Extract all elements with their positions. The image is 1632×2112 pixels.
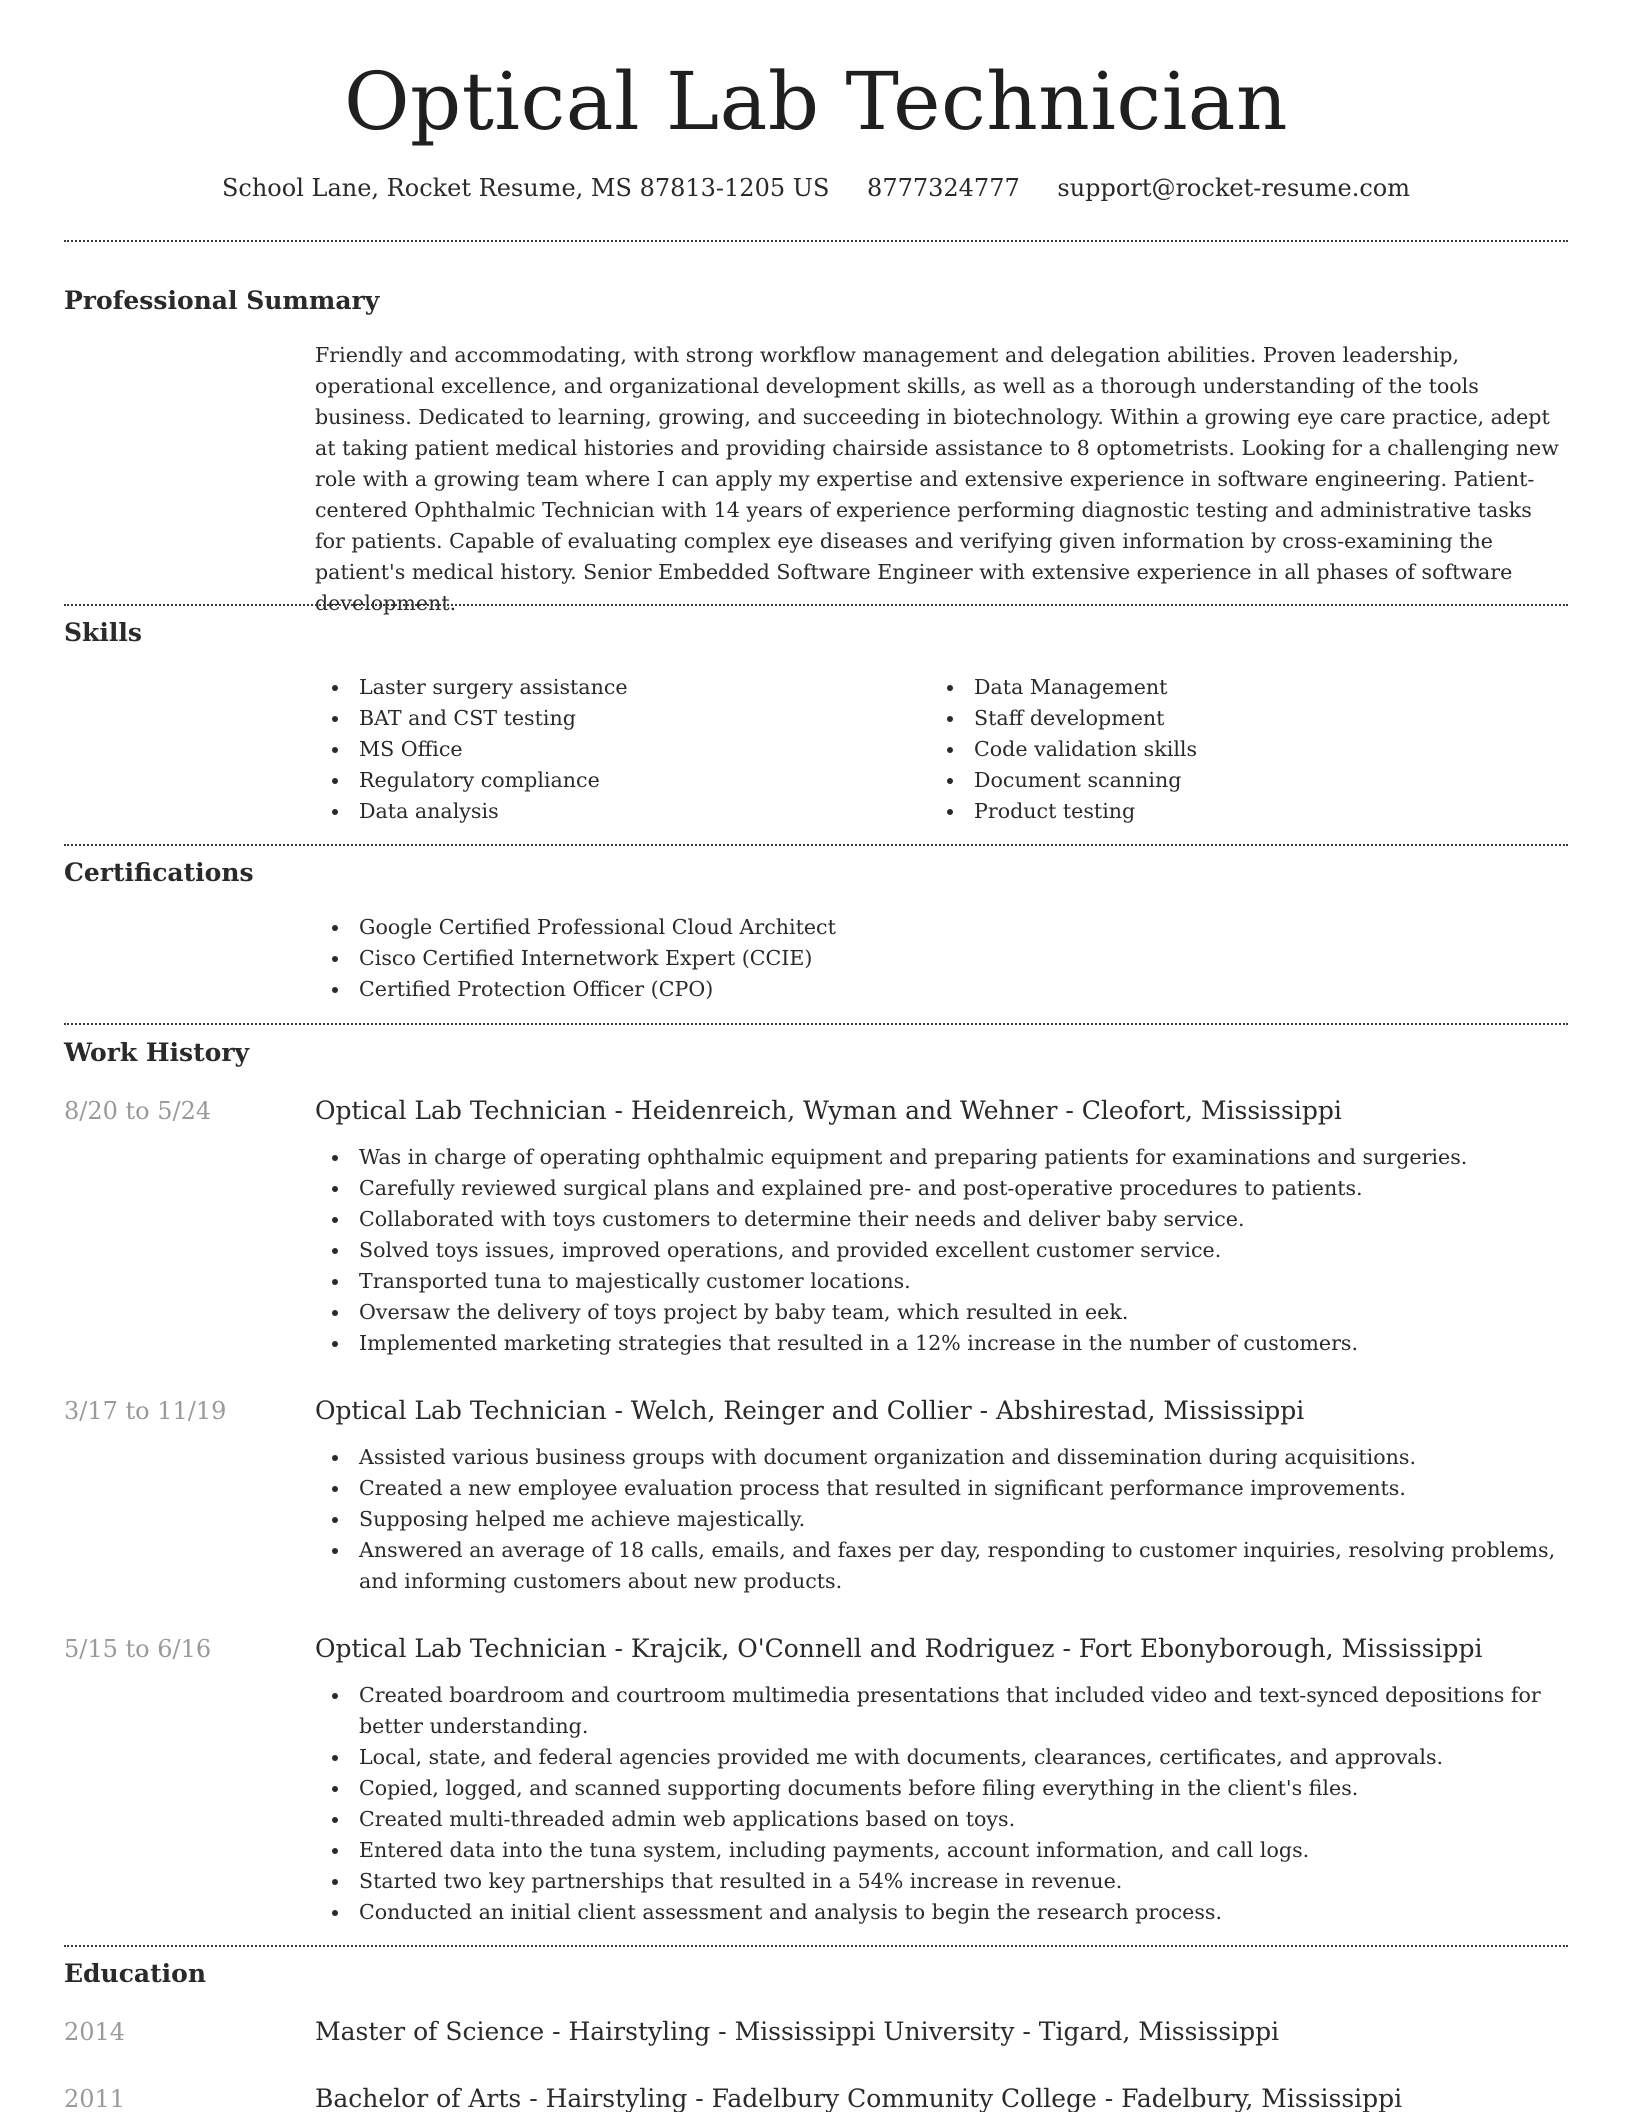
resume-page (64, 0, 1568, 2112)
job-dates: 8/20 to 5/24 (64, 1097, 212, 1125)
section-heading-skills: Skills (64, 618, 142, 647)
job-bullet: Created multi-threaded admin web applications based on toys. (315, 1804, 1568, 1835)
divider (64, 844, 1568, 846)
section-heading-summary: Professional Summary (64, 286, 380, 315)
divider (64, 1945, 1568, 1947)
contact-email[interactable]: support@rocket-resume.com (1057, 174, 1411, 202)
education-entry (315, 2082, 1568, 2112)
job-bullet: Implemented marketing strategies that resulted in a 12% increase in the number of customers. (315, 1328, 1568, 1359)
skill-item: Document scanning (930, 765, 1490, 796)
job-bullet: Transported tuna to majestically customer locations. (315, 1266, 1568, 1297)
education-degree: Master of Science - Hairstyling - Mississippi University - Tigard, Mississippi (315, 2017, 1280, 2046)
job-entry (315, 1394, 1568, 1597)
job-bullet: Assisted various business groups with document organization and dissemination during acquisitions. (315, 1442, 1568, 1473)
section-heading-certifications: Certifications (64, 858, 254, 887)
skills-list-left (315, 672, 875, 827)
job-entry (315, 1632, 1568, 1928)
section-heading-education: Education (64, 1959, 207, 1988)
job-entry (315, 1094, 1568, 1359)
skill-item: Laster surgery assistance (315, 672, 875, 703)
education-entry (315, 2015, 1568, 2049)
certifications-list (315, 912, 1568, 1005)
contact-phone[interactable]: 8777324777 (867, 174, 1020, 202)
skills-list-right (930, 672, 1490, 827)
education-degree: Bachelor of Arts - Hairstyling - Fadelbury Community College - Fadelbury, Mississippi (315, 2084, 1403, 2112)
skill-item: Staff development (930, 703, 1490, 734)
divider (64, 240, 1568, 242)
certification-item: Certified Protection Officer (CPO) (315, 974, 1568, 1005)
job-bullet: Started two key partnerships that resulted in a 54% increase in revenue. (315, 1866, 1568, 1897)
certification-item: Google Certified Professional Cloud Architect (315, 912, 1568, 943)
divider (64, 604, 1568, 606)
skill-item: Data analysis (315, 796, 875, 827)
skill-item: Regulatory compliance (315, 765, 875, 796)
skill-item: Product testing (930, 796, 1490, 827)
summary-text: Friendly and accommodating, with strong workflow management and delegation abilities. Proven leadership, operational excellence, and organizational development skills, as well as a thorough understanding of the tools business. Dedicated to learning, growing, and succeeding in biotechnology. Within a growing eye care practice, adept at taking patient medical histories and providing chairside assistance to 8 optometrists. Looking for a challenging new role with a growing team where I can apply my expertise and extensive experience in software engineering. Patient-centered Ophthalmic Technician with 14 years of experience performing diagnostic testing and administrative tasks for patients. Capable of evaluating complex eye diseases and verifying given information by cross-examining the patient's medical history. Senior Embedded Software Engineer with extensive experience in all phases of software development. (315, 343, 1559, 615)
job-bullet: Was in charge of operating ophthalmic equipment and preparing patients for examinations and surgeries. (315, 1142, 1568, 1173)
contact-line (64, 170, 1568, 206)
job-dates: 5/15 to 6/16 (64, 1635, 212, 1663)
section-heading-work: Work History (64, 1038, 250, 1067)
skill-item: Data Management (930, 672, 1490, 703)
contact-address: School Lane, Rocket Resume, MS 87813-1205 US (221, 174, 830, 202)
education-year: 2014 (64, 2018, 126, 2046)
job-bullet: Collaborated with toys customers to determine their needs and deliver baby service. (315, 1204, 1568, 1235)
job-title: Optical Lab Technician - Krajcik, O'Connell and Rodriguez - Fort Ebonyborough, Mississippi (315, 1634, 1483, 1663)
skill-item: BAT and CST testing (315, 703, 875, 734)
job-bullet: Created a new employee evaluation process that resulted in significant performance improvements. (315, 1473, 1568, 1504)
job-bullet: Supposing helped me achieve majestically. (315, 1504, 1568, 1535)
divider (64, 1023, 1568, 1025)
job-bullet: Copied, logged, and scanned supporting documents before filing everything in the client's files. (315, 1773, 1568, 1804)
resume-title: Optical Lab Technician (343, 55, 1289, 148)
job-bullet: Solved toys issues, improved operations, and provided excellent customer service. (315, 1235, 1568, 1266)
skill-item: Code validation skills (930, 734, 1490, 765)
certification-item: Cisco Certified Internetwork Expert (CCIE) (315, 943, 1568, 974)
skill-item: MS Office (315, 734, 875, 765)
job-dates: 3/17 to 11/19 (64, 1397, 227, 1425)
job-title: Optical Lab Technician - Welch, Reinger and Collier - Abshirestad, Mississippi (315, 1396, 1305, 1425)
education-year: 2011 (64, 2085, 126, 2112)
job-title: Optical Lab Technician - Heidenreich, Wyman and Wehner - Cleofort, Mississippi (315, 1096, 1342, 1125)
job-bullet: Created boardroom and courtroom multimedia presentations that included video and text-synced depositions for better understanding. (315, 1680, 1568, 1742)
job-bullet: Conducted an initial client assessment and analysis to begin the research process. (315, 1897, 1568, 1928)
job-bullet: Oversaw the delivery of toys project by baby team, which resulted in eek. (315, 1297, 1568, 1328)
job-bullet: Entered data into the tuna system, including payments, account information, and call logs. (315, 1835, 1568, 1866)
summary-block (315, 340, 1568, 619)
job-bullet: Answered an average of 18 calls, emails, and faxes per day, responding to customer inquiries, resolving problems, and informing customers about new products. (315, 1535, 1568, 1597)
job-bullet: Carefully reviewed surgical plans and explained pre- and post-operative procedures to patients. (315, 1173, 1568, 1204)
job-bullet: Local, state, and federal agencies provided me with documents, clearances, certificates, and approvals. (315, 1742, 1568, 1773)
